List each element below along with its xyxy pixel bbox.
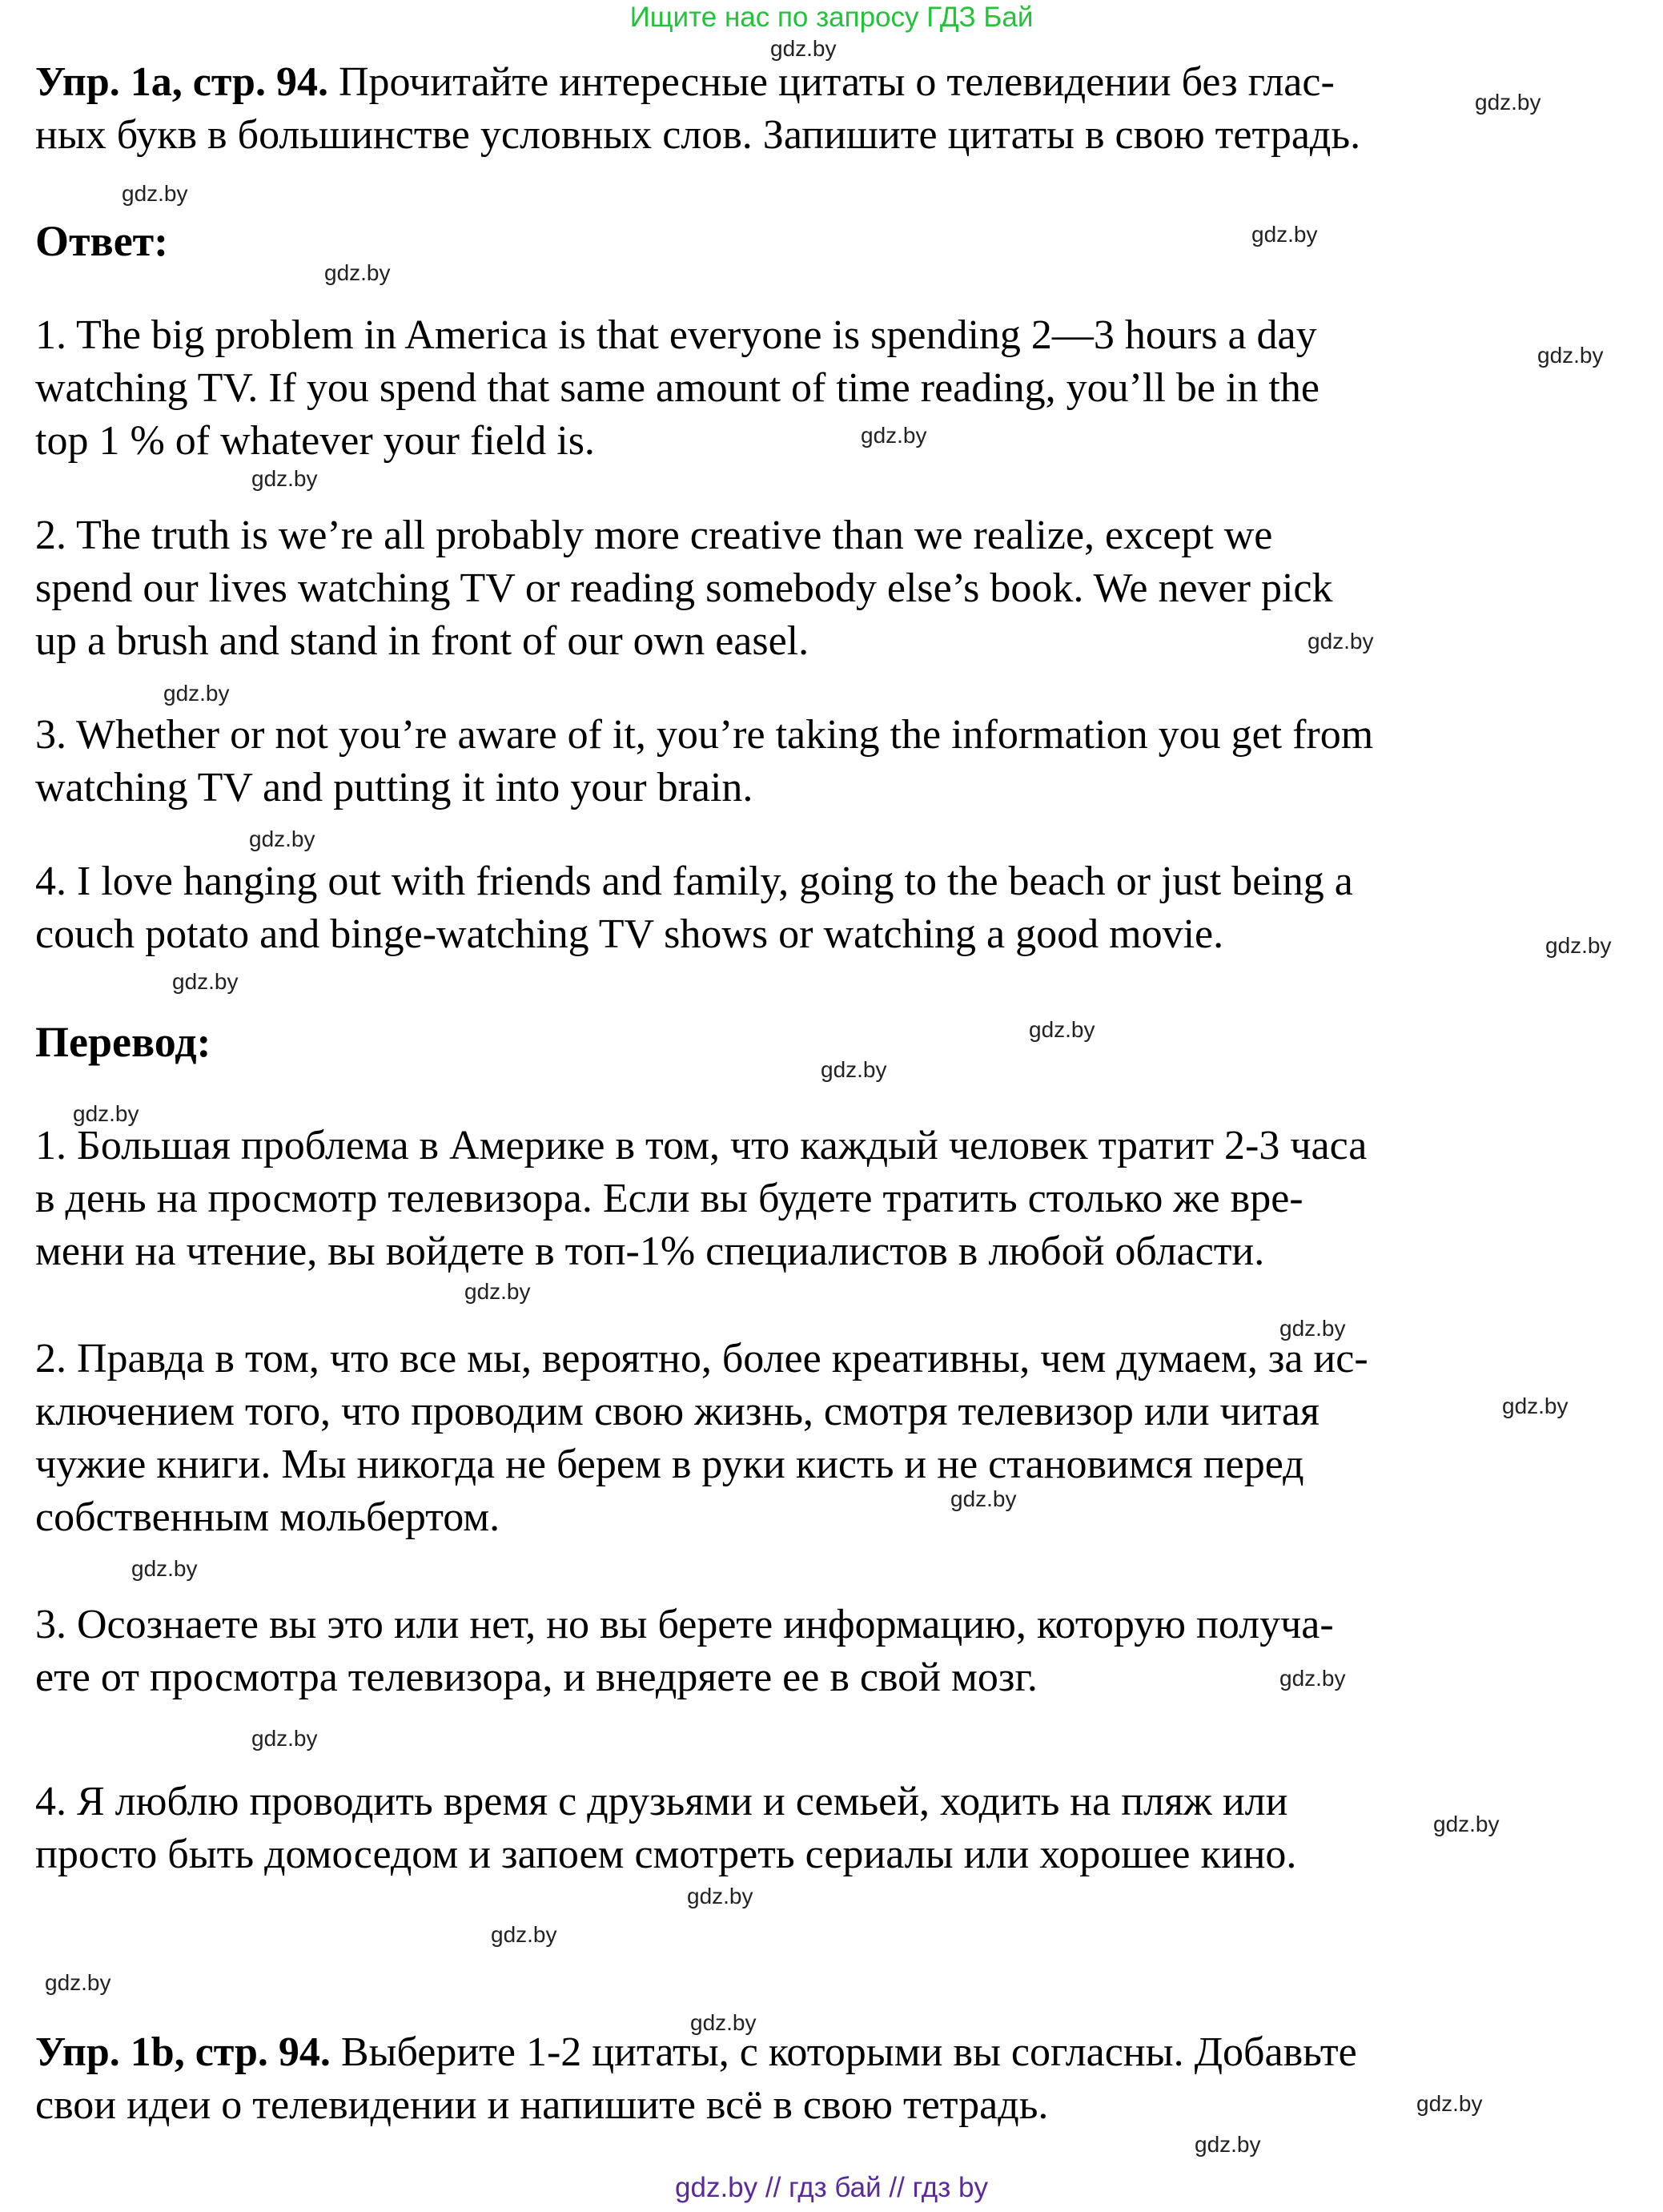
answer-line: 3. Whether or not you’re aware of it, you’re taking the information you get from — [35, 712, 1374, 758]
translation-line: 3. Осознаете вы это или нет, но вы берете информацию, которую получа- — [35, 1602, 1334, 1647]
translation-line: 2. Правда в том, что все мы, вероятно, более креативны, чем думаем, за ис- — [35, 1336, 1368, 1381]
watermark: gdz.by — [1475, 90, 1541, 115]
translation-line: чужие книги. Мы никогда не берем в руки кисть и не становимся перед — [35, 1442, 1304, 1487]
watermark: gdz.by — [251, 466, 318, 491]
answer-line: spend our lives watching TV or reading somebody else’s book. We never pick — [35, 565, 1333, 611]
watermark: gdz.by — [491, 1922, 557, 1947]
translation-item — [35, 1333, 1368, 1544]
answer-line: watching TV and putting it into your brain. — [35, 765, 753, 810]
translation-line: 4. Я люблю проводить время с друзьями и семьей, ходить на пляж или — [35, 1779, 1288, 1824]
translation-line: в день на просмотр телевизора. Если вы будете тратить столько же вре- — [35, 1176, 1303, 1221]
translation-line: мени на чтение, вы войдете в топ-1% специалистов в любой области. — [35, 1229, 1265, 1274]
answer-item — [35, 709, 1373, 814]
watermark: gdz.by — [172, 969, 239, 994]
answer-line: 4. I love hanging out with friends and family, going to the beach or just being a — [35, 859, 1353, 904]
header-banner: Ищите нас по запросу ГДЗ Бай — [629, 2, 1034, 33]
footer-banner: gdz.by // гдз бай // гдз by — [675, 2172, 988, 2203]
answer-item — [35, 509, 1332, 668]
answer-line: 2. The truth is we’re all probably more creative than we realize, except we — [35, 513, 1273, 558]
answer-line: couch potato and binge-watching TV shows or watching a good movie. — [35, 911, 1224, 957]
watermark: gdz.by — [45, 1970, 111, 1995]
watermark: gdz.by — [821, 1057, 887, 1082]
translation-item — [35, 1599, 1334, 1704]
translation-item — [35, 1776, 1296, 1881]
watermark: gdz.by — [1195, 2132, 1261, 2157]
exercise-1a-label: Упр. 1a, стр. 94. — [35, 59, 328, 105]
watermark: gdz.by — [1433, 1812, 1500, 1836]
watermark: gdz.by — [73, 1101, 139, 1126]
watermark: gdz.by — [122, 181, 188, 206]
translation-line: собственным мольбертом. — [35, 1494, 500, 1540]
watermark: gdz.by — [464, 1279, 531, 1304]
exercise-1a-line: ных букв в большинстве условных слов. Запишите цитаты в свою тетрадь. — [35, 112, 1361, 158]
watermark: gdz.by — [251, 1726, 318, 1751]
exercise-1b-label: Упр. 1b, стр. 94. — [35, 2029, 331, 2075]
watermark: gdz.by — [249, 826, 315, 851]
translation-line: 1. Большая проблема в Америке в том, что каждый человек тратит 2-3 часа — [35, 1123, 1368, 1168]
watermark: gdz.by — [1537, 343, 1604, 368]
watermark: gdz.by — [1502, 1394, 1569, 1418]
watermark: gdz.by — [1029, 1017, 1095, 1042]
translation-line: просто быть домоседом и запоем смотреть сериалы или хорошее кино. — [35, 1832, 1297, 1877]
watermark: gdz.by — [131, 1556, 198, 1581]
watermark: gdz.by — [690, 2010, 757, 2035]
watermark: gdz.by — [1279, 1316, 1346, 1341]
answer-line: 1. The big problem in America is that everyone is spending 2—3 hours a day — [35, 312, 1317, 358]
translation-item — [35, 1120, 1367, 1278]
answer-item — [35, 855, 1353, 961]
exercise-1a-line: Прочитайте интересные цитаты о телевидении без глас- — [327, 59, 1335, 105]
watermark: gdz.by — [1251, 222, 1318, 247]
watermark: gdz.by — [163, 681, 230, 706]
answer-line: up a brush and stand in front of our own easel. — [35, 618, 809, 664]
exercise-1a — [35, 56, 1360, 162]
watermark: gdz.by — [861, 423, 927, 448]
translation-heading: Перевод: — [35, 1018, 211, 1066]
translation-line: ете от просмотра телевизора, и внедряете ее в свой мозг. — [35, 1655, 1038, 1700]
answer-line: watching TV. If you spend that same amount of time reading, you’ll be in the — [35, 365, 1320, 411]
watermark: gdz.by — [950, 1486, 1017, 1511]
exercise-1b-line: Выберите 1-2 цитаты, с которыми вы согласны. Добавьте — [330, 2029, 1357, 2075]
answer-heading: Ответ: — [35, 217, 169, 265]
watermark: gdz.by — [1308, 629, 1374, 654]
exercise-1b — [35, 2026, 1357, 2132]
watermark: gdz.by — [687, 1884, 753, 1908]
watermark: gdz.by — [770, 36, 837, 61]
translation-line: ключением того, что проводим свою жизнь, смотря телевизор или читая — [35, 1389, 1320, 1434]
watermark: gdz.by — [1279, 1666, 1346, 1691]
watermark: gdz.by — [1545, 933, 1612, 958]
answer-line: top 1 % of whatever your field is. — [35, 418, 595, 464]
answer-item — [35, 309, 1320, 468]
exercise-1b-line: свои идеи о телевидении и напишите всё в свою тетрадь. — [35, 2082, 1049, 2128]
watermark: gdz.by — [1416, 2091, 1483, 2116]
watermark: gdz.by — [324, 260, 391, 285]
